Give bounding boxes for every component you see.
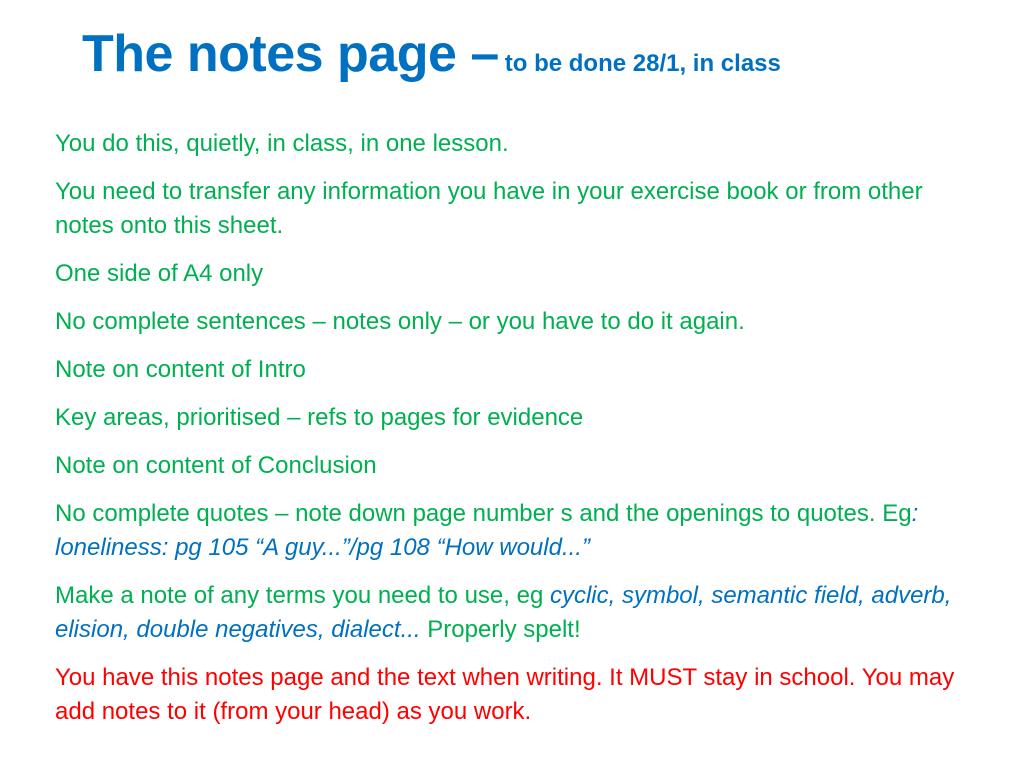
slide-title — [82, 25, 781, 83]
paragraph-text: One side of A4 only — [55, 260, 264, 287]
paragraph-text: No complete sentences – notes only – or you have to do it again. — [55, 308, 745, 335]
paragraph-text: Note on content of Conclusion — [55, 452, 377, 479]
paragraph-text: Key areas, prioritised – refs to pages for evidence — [55, 404, 584, 431]
paragraph-one-side — [55, 257, 975, 291]
paragraph-terms — [55, 579, 975, 647]
warning-text: You have this notes page and the text when writing. It MUST stay in school. You may add notes to it (from your head) as you work. — [55, 664, 955, 725]
quote-example: : loneliness: pg 105 “A guy...”/pg 108 “How would...” — [55, 500, 919, 561]
paragraph-quotes — [55, 497, 975, 565]
paragraph-text: No complete quotes – note down page number s and the openings to quotes. Eg — [55, 500, 912, 527]
paragraph-text-after: Properly spelt! — [420, 616, 581, 643]
title-subtitle: to be done 28/1, in class — [504, 50, 781, 77]
title-main: The notes page – — [82, 25, 499, 83]
paragraph-in-class — [55, 127, 975, 161]
paragraph-transfer-info — [55, 175, 975, 243]
paragraph-text: You need to transfer any information you have in your exercise book or from other notes onto this sheet. — [55, 178, 923, 239]
paragraph-text: Make a note of any terms you need to use, eg — [55, 582, 550, 609]
paragraph-text: You do this, quietly, in class, in one lesson. — [55, 130, 509, 157]
paragraph-key-areas — [55, 401, 975, 435]
paragraph-intro — [55, 353, 975, 387]
terms-list: cyclic, symbol, semantic field, adverb, elision, double negatives, dialect... — [55, 582, 952, 643]
paragraph-no-sentences — [55, 305, 975, 339]
paragraph-warning — [55, 661, 975, 729]
paragraph-text: Note on content of Intro — [55, 356, 306, 383]
paragraph-conclusion — [55, 449, 975, 483]
slide-body — [55, 127, 975, 743]
